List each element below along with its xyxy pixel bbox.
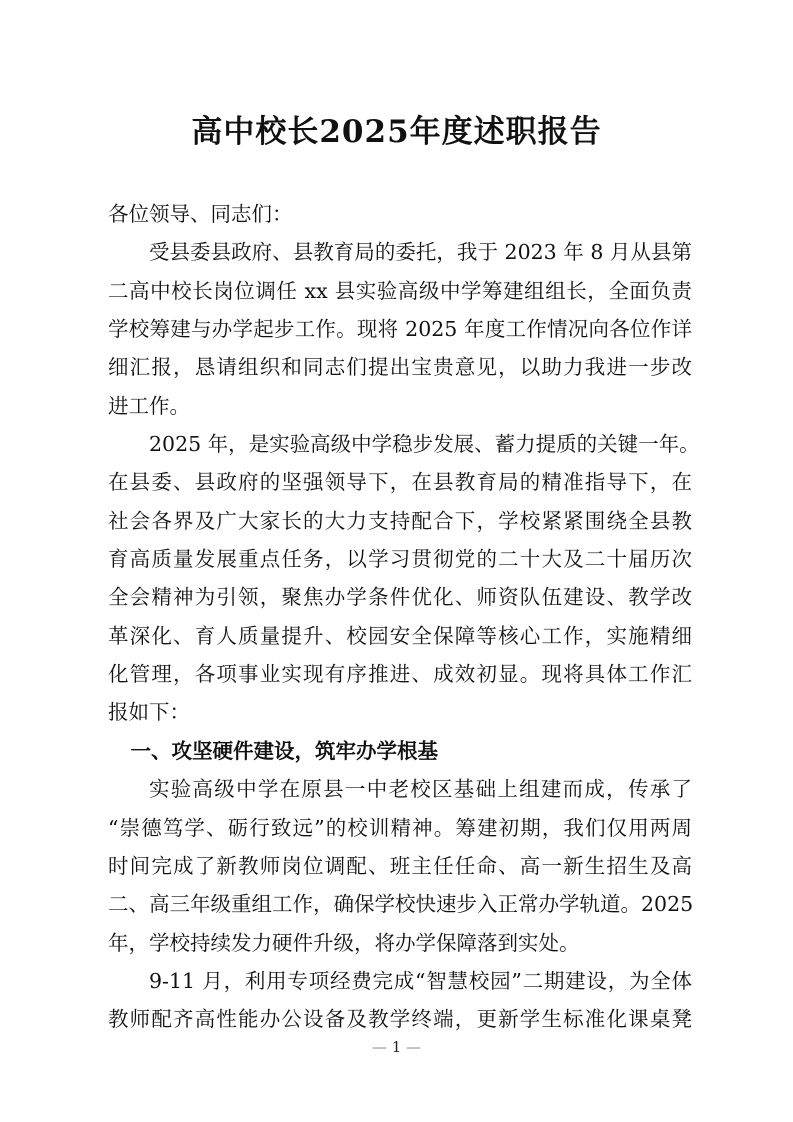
text-line: 革深化、育人质量提升、校园安全保障等核心工作，实施精细: [108, 623, 692, 648]
page-number-dash-right: —: [406, 1038, 422, 1056]
section-heading-1: [108, 732, 692, 770]
text-line: 全会精神为引领，聚焦办学条件优化、师资队伍建设、教学改: [108, 585, 692, 610]
text-line: 在县委、县政府的坚强领导下，在县教育局的精准指导下，在: [108, 470, 692, 495]
text-line: 2025 年，是实验高级中学稳步发展、蓄力提质的关键一年。: [149, 432, 700, 457]
paragraph-section1-intro: [108, 770, 692, 962]
text-line: 报如下：: [108, 700, 190, 725]
paragraph-overview: [108, 425, 700, 732]
text-line: 实验高级中学在原县一中老校区基础上组建而成，传承了: [149, 777, 692, 802]
document-body: [108, 195, 700, 1039]
text-line: 化管理，各项事业实现有序推进、成效初显。现将具体工作汇: [108, 662, 692, 687]
text-line: 二高中校长岗位调任 xx 县实验高级中学筹建组组长，全面负责: [108, 278, 692, 303]
text-line: 进工作。: [108, 393, 190, 418]
text-line: 学校筹建与办学起步工作。现将 2025 年度工作情况向各位作详: [108, 317, 692, 342]
text-line: 教师配齐高性能办公设备及教学终端，更新学生标准化课桌凳: [108, 1007, 692, 1032]
text-line: 社会各界及广大家长的大力支持配合下，学校紧紧围绕全县教: [108, 508, 692, 533]
text-line: 年，学校持续发力硬件升级，将办学保障落到实处。: [108, 930, 580, 955]
section-heading-text: 一、攻坚硬件建设，筑牢办学根基: [130, 738, 439, 763]
text-line: 细汇报，恳请组织和同志们提出宝贵意见，以助力我进一步改: [108, 355, 692, 380]
text-line: 育高质量发展重点任务，以学习贯彻党的二十大及二十届历次: [108, 547, 692, 572]
text-line: 9-11 月，利用专项经费完成“智慧校园”二期建设，为全体: [149, 968, 692, 993]
page-footer: [0, 1038, 793, 1056]
paragraph-smart-campus: [108, 962, 692, 1039]
salutation: [108, 195, 692, 233]
text-line: 时间完成了新教师岗位调配、班主任任命、高一新生招生及高: [108, 853, 692, 878]
text-line: 受县委县政府、县教育局的委托，我于 2023 年 8 月从县第: [149, 240, 692, 265]
page-number-dash-left: —: [371, 1038, 387, 1056]
paragraph-intro: [108, 233, 692, 425]
page-number: 1: [391, 1038, 402, 1056]
text-line: “崇德笃学、砺行致远”的校训精神。筹建初期，我们仅用两周: [108, 815, 692, 840]
salutation-text: 各位领导、同志们：: [108, 202, 293, 226]
text-line: 二、高三年级重组工作，确保学校快速步入正常办学轨道。2025: [108, 892, 694, 917]
document-title: 高中校长2025年度述职报告: [191, 114, 602, 150]
